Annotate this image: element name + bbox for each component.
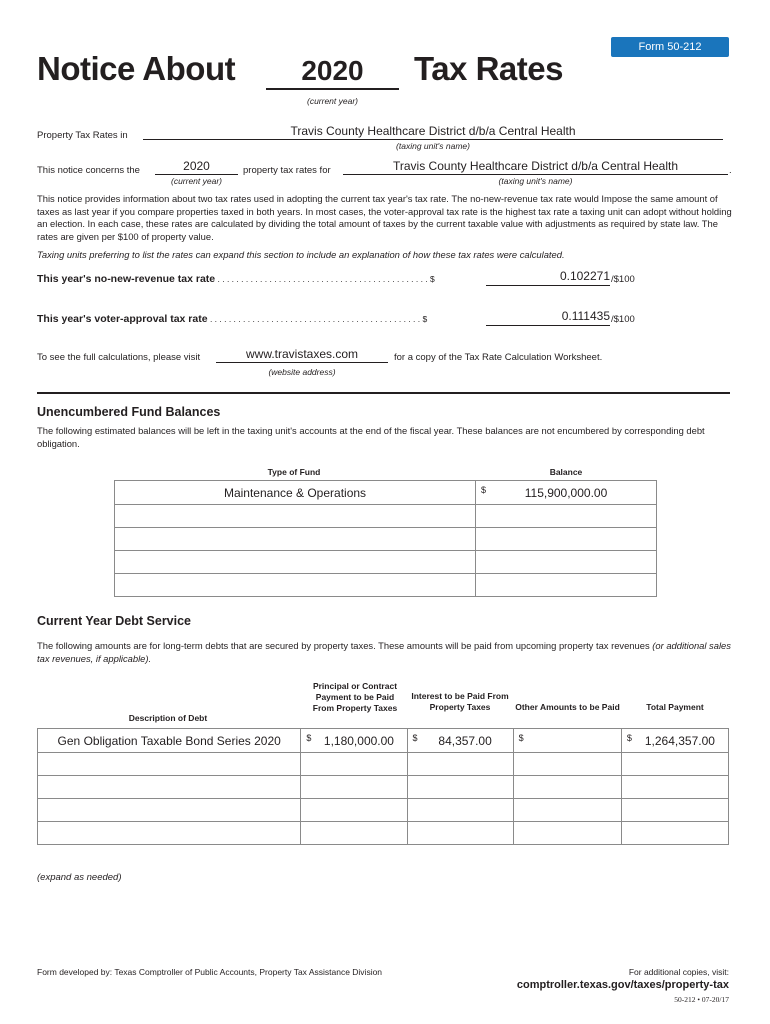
debt-section-heading: Current Year Debt Service [37, 614, 192, 628]
form-number-badge: Form 50-212 [611, 37, 729, 57]
fund-table-row [115, 551, 657, 574]
fund-balance-cell[interactable] [476, 551, 657, 574]
dollar-sign: $ [518, 733, 524, 743]
debt-col-other: Other Amounts to be Paid [515, 702, 620, 712]
page-title-prefix: Notice About [37, 50, 236, 87]
fund-table-row [115, 505, 657, 528]
debt-total-cell[interactable] [621, 822, 728, 845]
page-title-suffix: Tax Rates [414, 50, 563, 87]
fund-col-balance: Balance [549, 467, 583, 477]
debt-interest-cell[interactable] [407, 822, 513, 845]
debt-other-cell[interactable] [513, 776, 621, 799]
debt-interest-cell[interactable] [407, 753, 513, 776]
nnr-rate-leader: . . . . . . . . . . . . . . . . . . . . . . . . . . . . . . . . . . . . . . . . . . . . . $ [215, 274, 435, 284]
debt-description-cell[interactable] [38, 822, 301, 845]
concerns-period: . [729, 165, 732, 176]
fund-section-heading: Unencumbered Fund Balances [37, 405, 221, 419]
debt-table-row [38, 776, 729, 799]
dollar-sign: $ [306, 733, 312, 743]
concerns-year-field[interactable]: 2020 [183, 159, 210, 173]
concerns-mid-label: property tax rates for [243, 165, 331, 176]
website-field[interactable]: www.travistaxes.com [245, 347, 359, 361]
debt-description-cell[interactable]: Gen Obligation Taxable Bond Series 2020 [38, 729, 301, 753]
voter-rate-row [37, 313, 427, 325]
fund-type-cell[interactable] [115, 528, 476, 551]
debt-col-total: Total Payment [646, 702, 704, 712]
voter-rate-underline [486, 325, 610, 326]
debt-principal-cell[interactable] [301, 729, 407, 753]
taxing-unit-field[interactable]: Travis County Healthcare District d/b/a Central Health [290, 124, 576, 138]
website-label: To see the full calculations, please visit [37, 352, 201, 363]
debt-total-cell[interactable] [621, 729, 728, 753]
voter-rate-unit: /$100 [611, 314, 635, 325]
dollar-sign: $ [626, 733, 632, 743]
fund-balance-cell[interactable] [476, 574, 657, 597]
intro-paragraph: This notice provides information about two tax rates used in adopting the current tax year's tax rate. The no-new-revenue tax rate would Impose the same amount of taxes as last year if you compare properties taxed in both years. In most cases, the voter-approval tax rate is the highest tax rate a taxing unit can adopt without holding an election. In each case, these rates are calculated by dividing the total amount of taxes by the current taxable value with adjustments as required by state law. The rates are given per $100 of property value. [37, 193, 732, 242]
website-suffix: for a copy of the Tax Rate Calculation Worksheet. [394, 352, 603, 363]
debt-interest-cell[interactable] [407, 799, 513, 822]
website-underline [216, 362, 388, 363]
debt-other-cell[interactable] [513, 729, 621, 753]
fund-balance-cell[interactable] [476, 528, 657, 551]
nnr-rate-row [37, 273, 435, 285]
debt-principal-cell[interactable] [301, 753, 407, 776]
nnr-rate-label: This year's no-new-revenue tax rate [37, 273, 216, 285]
debt-col-principal: Principal or Contract Payment to be Paid From Property Taxes [312, 681, 398, 713]
fund-section-description: The following estimated balances will be left in the taxing unit's accounts at the end of the fiscal year. These balances are not encumbered by corresponding debt obligation. [37, 425, 705, 449]
debt-total-cell[interactable] [621, 753, 728, 776]
expand-note: (expand as needed) [37, 872, 122, 883]
dollar-sign: $ [481, 485, 487, 495]
fund-col-type: Type of Fund [267, 467, 321, 477]
debt-col-description: Description of Debt [128, 713, 208, 723]
unit-underline [143, 139, 723, 140]
footer-copies-link[interactable]: comptroller.texas.gov/taxes/property-tax [516, 979, 729, 991]
debt-table-row [38, 753, 729, 776]
debt-interest-value: 84,357.00 [438, 733, 492, 748]
debt-description-cell[interactable] [38, 776, 301, 799]
debt-total-cell[interactable] [621, 776, 728, 799]
debt-principal-value: 1,180,000.00 [323, 733, 394, 748]
debt-other-cell[interactable] [513, 799, 621, 822]
fund-table [114, 480, 657, 597]
title-year-field[interactable]: 2020 [301, 55, 364, 86]
debt-principal-cell[interactable] [301, 776, 407, 799]
concerns-year-underline [155, 174, 238, 175]
debt-table-row [38, 822, 729, 845]
nnr-rate-underline [486, 285, 610, 286]
debt-other-cell[interactable] [513, 822, 621, 845]
fund-table-row [115, 481, 657, 505]
debt-description-cell[interactable] [38, 753, 301, 776]
intro-note: Taxing units preferring to list the rates can expand this section to include an explanation of how these tax rates were calculated. [37, 249, 565, 260]
nnr-rate-field[interactable]: 0.102271 [559, 269, 610, 283]
year-caption: (current year) [306, 96, 358, 106]
footer-copies-label: For additional copies, visit: [628, 967, 729, 977]
concerns-unit-field[interactable]: Travis County Healthcare District d/b/a Central Health [393, 159, 678, 173]
section-divider [37, 392, 730, 394]
fund-balance-cell[interactable] [476, 505, 657, 528]
voter-rate-label: This year's voter-approval tax rate [37, 313, 208, 325]
debt-section-description [37, 640, 732, 665]
nnr-rate-unit: /$100 [611, 274, 635, 285]
debt-table-row [38, 729, 729, 753]
fund-type-cell[interactable] [115, 551, 476, 574]
voter-rate-leader: . . . . . . . . . . . . . . . . . . . . . . . . . . . . . . . . . . . . . . . . . . . . . $ [207, 314, 428, 324]
fund-balance-cell[interactable] [476, 481, 657, 505]
concerns-label: This notice concerns the [37, 165, 140, 176]
fund-type-cell[interactable] [115, 505, 476, 528]
fund-type-cell[interactable]: Maintenance & Operations [115, 481, 476, 505]
debt-table-row [38, 799, 729, 822]
concerns-unit-caption: (taxing unit's name) [498, 176, 573, 186]
debt-principal-cell[interactable] [301, 799, 407, 822]
fund-table-row [115, 528, 657, 551]
fund-balance-value: 115,900,000.00 [524, 485, 608, 500]
concerns-year-caption: (current year) [170, 176, 222, 186]
debt-col-interest: Interest to be Paid From Property Taxes [411, 691, 509, 712]
voter-rate-field[interactable]: 0.111435 [561, 309, 610, 323]
year-underline [266, 88, 399, 90]
debt-description-cell[interactable] [38, 799, 301, 822]
debt-total-cell[interactable] [621, 799, 728, 822]
debt-principal-cell[interactable] [301, 822, 407, 845]
footer-developed-by: Form developed by: Texas Comptroller of Public Accounts, Property Tax Assistance Division [37, 967, 383, 977]
unit-label: Property Tax Rates in [37, 130, 128, 141]
debt-description-text: The following amounts are for long-term debts that are secured by property taxes. These amounts will be paid from upcoming property tax revenues [37, 640, 653, 651]
fund-table-row [115, 574, 657, 597]
debt-total-value: 1,264,357.00 [644, 733, 715, 748]
debt-interest-cell[interactable] [407, 729, 513, 753]
debt-other-cell[interactable] [513, 753, 621, 776]
fund-type-cell[interactable] [115, 574, 476, 597]
dollar-sign: $ [412, 733, 418, 743]
concerns-unit-underline [343, 174, 728, 175]
footer-revision: 50-212 • 07-20/17 [674, 995, 729, 1004]
website-caption: (website address) [268, 367, 336, 377]
debt-table [37, 728, 729, 845]
debt-description-italic: (or additional sales tax revenues, if applicable). [37, 640, 731, 664]
unit-caption: (taxing unit's name) [396, 141, 470, 151]
debt-interest-cell[interactable] [407, 776, 513, 799]
